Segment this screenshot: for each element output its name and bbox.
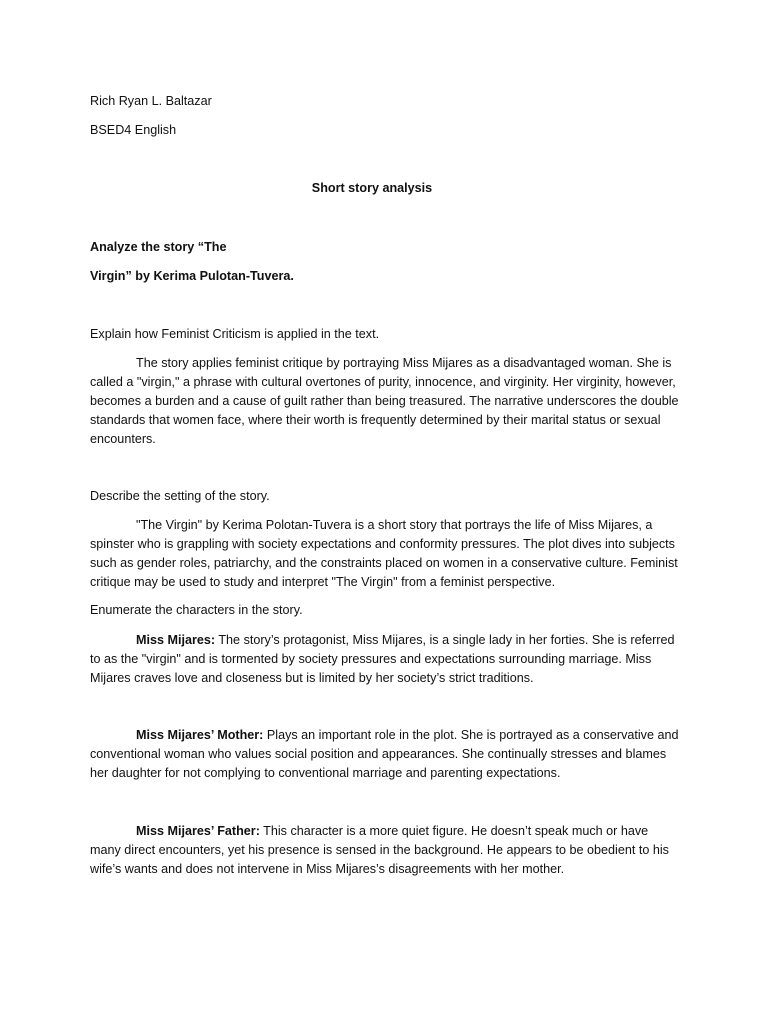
- character-entry-father: [90, 822, 680, 879]
- setting-answer: "The Virgin" by Kerima Polotan-Tuvera is a short story that portrays the life of Miss Mijares, a spinster who is grappling with society expectations and conformity pressures. The plot dives into subjects such as gender roles, patriarchy, and the constraints placed on women in a conservative culture. Feminist critique may be used to study and interpret "The Virgin" from a feminist perspective.: [90, 518, 678, 589]
- document-title: Short story analysis: [311, 181, 433, 195]
- author-name: Rich Ryan L. Baltazar: [90, 94, 212, 108]
- character-description: This character is a more quiet figure. He doesn’t speak much or have many direct encounters, yet his presence is sensed in the background. He appears to be obedient to his wife’s wants and does not intervene in Miss Mijares’s disagreements with her mother.: [90, 824, 669, 876]
- character-name: Miss Mijares’ Father:: [136, 824, 260, 838]
- feminist-answer: The story applies feminist critique by portraying Miss Mijares as a disadvantaged woman. She is called a "virgin," a phrase with cultural overtones of purity, innocence, and virginity. Her virginity, however, becomes a burden and a cause of guilt rather than being treasured. The narrative underscores the double standards that women face, where their worth is frequently determined by their marital status or sexual encounters.: [90, 356, 679, 446]
- subject-line-1: Analyze the story “The: [90, 240, 227, 254]
- feminist-question: Explain how Feminist Criticism is applied in the text.: [90, 327, 380, 341]
- character-name: Miss Mijares’ Mother:: [136, 728, 264, 742]
- setting-question: Describe the setting of the story.: [90, 489, 270, 503]
- character-name: Miss Mijares:: [136, 633, 216, 647]
- subject-line-2: Virgin” by Kerima Pulotan-Tuvera.: [90, 269, 294, 283]
- character-description: The story’s protagonist, Miss Mijares, is a single lady in her forties. She is referred to as the "virgin" and is tormented by society pressures and expectations surrounding marriage. Miss Mijares craves love and closeness but is limited by her society’s strict traditions.: [90, 633, 675, 685]
- character-description: Plays an important role in the plot. She is portrayed as a conservative and conventional woman who values social position and appearances. She continually stresses and blames her daughter for not complying to conventional marriage and parenting expectations.: [90, 728, 679, 780]
- characters-question: Enumerate the characters in the story.: [90, 603, 303, 617]
- character-entry-mother: [90, 726, 680, 783]
- character-entry-miss-mijares: [90, 631, 680, 688]
- course-name: BSED4 English: [90, 123, 177, 137]
